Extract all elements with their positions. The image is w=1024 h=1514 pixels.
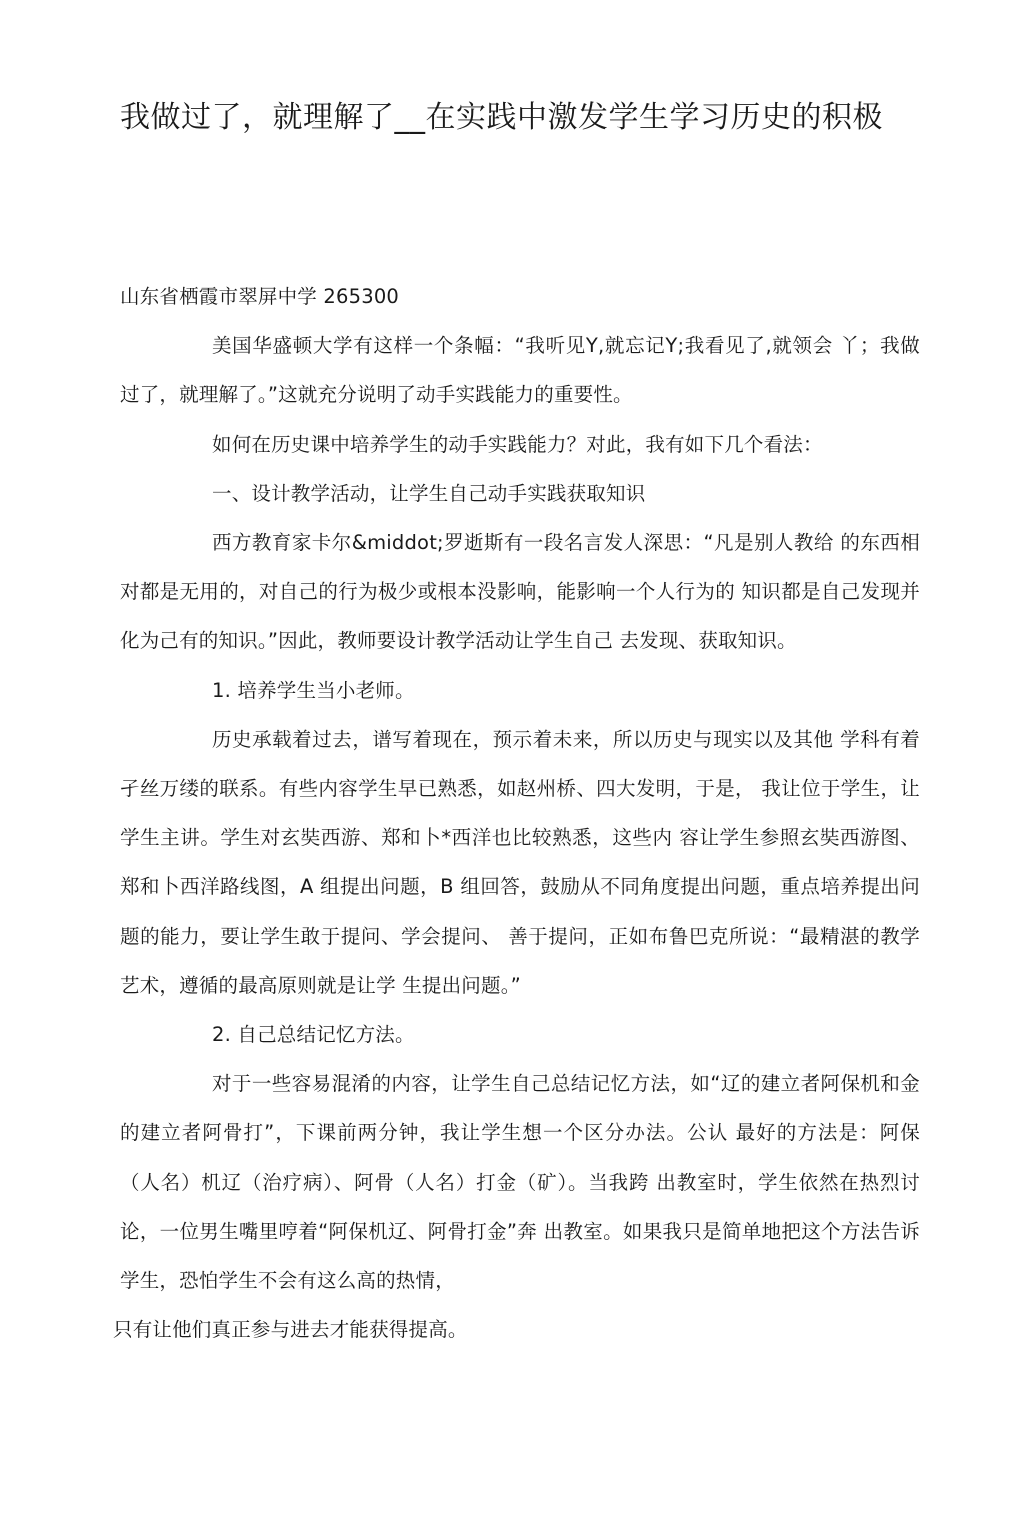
paragraph: 西方教育家卡尔&middot;罗逝斯有一段名言发人深思：“凡是别人教给 的东西相对都是无用的，对自己的行为极少或根本没影响，能影响一个人行为的 知识都是自己发现并化为己有的知识。”因此，教师要设计教学活动让学生自己 去发现、获取知识。 — [120, 531, 920, 653]
section-heading: 一、设计教学活动，让学生自己动手实践获取知识 — [212, 481, 646, 505]
closing-line: 只有让他们真正参与进去才能获得提高。 — [113, 1318, 468, 1342]
paragraph: 美国华盛顿大学有这样一个条幅：“我听见Y,就忘记Y;我看见了,就领会 丫；我做过了，就理解了。”这就充分说明了动手实践能力的重要性。 — [120, 334, 920, 407]
paragraph: 历史承载着过去，谱写着现在，预示着未来，所以历史与现实以及其他 学科有着孑丝万缕的联系。有些内容学生早已熟悉，如赵州桥、四大发明，于是， 我让位于学生，让学生主讲。学生对玄奘西游、郑和卜*西洋也比较熟悉，这些内 容让学生参照玄奘西游图、郑和卜西洋路线图，A 组提出问题，B 组回答，鼓励从不同角度提出问题，重点培养提出问题的能力，要让学生敢于提问、学会提问、 善于提问，正如布鲁巴克所说：“最精湛的教学艺术，遵循的最高原则就是让学 生提出问题。” — [120, 727, 920, 997]
paragraph: 如何在历史课中培养学生的动手实践能力？对此，我有如下几个看法： — [212, 432, 823, 456]
subsection-heading: 2. 自己总结记忆方法。 — [212, 1023, 415, 1047]
document-body — [113, 272, 920, 1354]
document-title: 我做过了，就理解了__在实践中激发学生学习历史的积极 — [120, 100, 883, 135]
author-line: 山东省栖霞市翠屏中学 265300 — [120, 285, 400, 308]
paragraph: 对于一些容易混淆的内容，让学生自己总结记忆方法，如“辽的建立者阿保机和金的建立者阿骨打”，下课前两分钟，我让学生想一个区分办法。公认 最好的方法是：阿保（人名）机辽（治疗病）、阿骨（人名）打金（矿）。当我跨 出教室时，学生依然在热烈讨论，一位男生嘴里哼着“阿保机辽、阿骨打金”奔 出教室。如果我只是简单地把这个方法告诉学生，恐怕学生不会有这么高的热情， — [120, 1072, 920, 1293]
subsection-heading: 1. 培养学生当小老师。 — [212, 678, 415, 702]
